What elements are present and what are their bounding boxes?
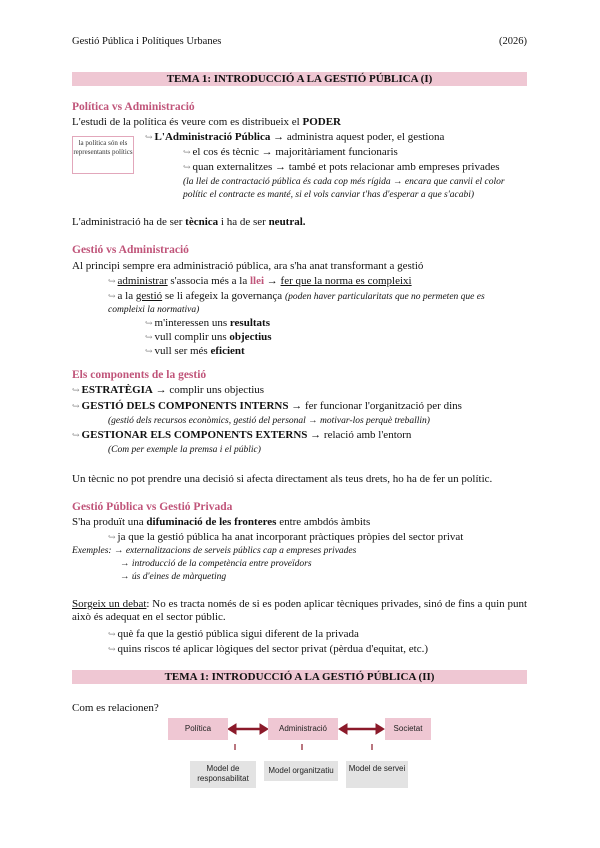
sec4-ex3: → ús d'eines de màrqueting (120, 572, 227, 582)
box-societat: Societat (385, 718, 431, 740)
sec4-p1: ↪ ja que la gestió pública ha anat incorporant pràctiques pròpies del sector privat (108, 531, 464, 543)
arrow-icon: ↪ (145, 346, 153, 356)
box-model-servei: Model de servei (346, 761, 408, 788)
sec4-debate: Sorgeix un debat: No es tracta només de si es poden aplicar tècniques privades, sinó de fins a quin punt això és adequat en el sector públic. (72, 598, 528, 623)
sec1-intro: L'estudi de la política és veure com es distribueix el PODER (72, 116, 341, 128)
sec1-line1: ↪ L'Administració Pública → administra aquest poder, el gestiona (145, 131, 445, 143)
arrow-icon: ↪ (108, 644, 116, 654)
arrow-icon: ↪ (72, 430, 80, 440)
sec3-close: Un tècnic no pot prendre una decisió si afecta directament als teus drets, ho ha de fer un polític. (72, 473, 493, 485)
arrow-icon: ↪ (108, 291, 116, 301)
arrowhead-left (228, 724, 236, 734)
sec2-b-cont: compleixi la normativa) (108, 305, 200, 315)
box-administracio: Administració (268, 718, 338, 740)
section-title-politica: Política vs Administració (72, 101, 195, 113)
sec2-b: ↪ a la gestió se li afegeix la governança (poden haver particularitats que no permeten que es (108, 290, 485, 302)
sec3-r1: ↪ ESTRATÈGIA → complir uns objectius (72, 384, 265, 396)
arrowhead-right (260, 724, 268, 734)
sec1-line2: ↪ el cos és tècnic → majoritàriament funcionaris (183, 146, 398, 158)
arrow-icon: ↪ (108, 629, 116, 639)
sec1-line5: polític el contracte es manté, si el vols canviar t'has d'esperar a que s'acabi) (183, 190, 475, 200)
section-title-gestio: Gestió vs Administració (72, 244, 189, 256)
sec4-ex2: → introducció de la competència entre proveïdors (120, 559, 312, 569)
arrow-icon: ↪ (72, 401, 80, 411)
arrow-icon: ↪ (183, 147, 191, 157)
topic-band-1: TEMA 1: INTRODUCCIÓ A LA GESTIÓ PÚBLICA (I) (72, 72, 527, 86)
box-politica: Política (168, 718, 228, 740)
section-title-components: Els components de la gestió (72, 369, 207, 381)
margin-note: la política són els representants polítics (72, 136, 134, 174)
sec4-ex1: Exemples: → externalitzacions de serveis públics cap a empreses privades (72, 546, 357, 556)
arrow-icon: ↪ (108, 532, 116, 542)
course-title: Gestió Pública i Polítiques Urbanes (72, 36, 222, 47)
sec3-r2: ↪ GESTIÓ DELS COMPONENTS INTERNS → fer funcionar l'organització per dins (72, 400, 462, 412)
sec4-q2: ↪ quins riscos té aplicar lògiques del sector privat (pèrdua d'equitat, etc.) (108, 643, 429, 655)
sec3-r3-note: (Com per exemple la premsa i el públic) (108, 445, 261, 455)
sec2-c1: ↪ m'interessen uns resultats (145, 317, 270, 329)
arrow-icon: ↪ (145, 318, 153, 328)
arrowhead-right (376, 724, 384, 734)
box-model-organitzatiu: Model organitzatiu (264, 761, 338, 781)
arrow-icon: ↪ (183, 162, 191, 172)
sec3-r2-note: (gestió dels recursos econòmics, gestió del personal → motivar-los perquè treballin) (108, 416, 430, 426)
arrow-icon: ↪ (108, 276, 116, 286)
sec3-r3: ↪ GESTIONAR ELS COMPONENTS EXTERNS → relació amb l'entorn (72, 429, 412, 441)
course-year: (2026) (499, 36, 527, 47)
sec1-line3: ↪ quan externalitzes → també et pots relacionar amb empreses privades (183, 161, 500, 173)
section-title-publica-privada: Gestió Pública vs Gestió Privada (72, 501, 233, 513)
box-model-responsabilitat: Model de responsabilitat (190, 761, 256, 788)
sec2-intro: Al principi sempre era administració pública, ara s'ha anat transformant a gestió (72, 260, 424, 272)
topic-band-2: TEMA 1: INTRODUCCIÓ A LA GESTIÓ PÚBLICA (II) (72, 670, 527, 684)
sec1-close: L'administració ha de ser tècnica i ha de ser neutral. (72, 216, 306, 228)
sec2-c3: ↪ vull ser més eficient (145, 345, 245, 357)
arrow-icon: ↪ (72, 385, 80, 395)
arrowhead-left (339, 724, 347, 734)
sec2-c2: ↪ vull complir uns objectius (145, 331, 272, 343)
arrow-icon: ↪ (145, 132, 153, 142)
sec1-line4: (la llei de contractació pública és cada cop més rígida → encara que canvii el color (183, 177, 505, 187)
sec5-question: Com es relacionen? (72, 702, 159, 714)
arrow-icon: ↪ (145, 332, 153, 342)
sec2-a: ↪ administrar s'associa més a la llei → fer que la norma es compleixi (108, 275, 412, 287)
sec4-intro: S'ha produït una difuminació de les fronteres entre ambdós àmbits (72, 516, 371, 528)
sec4-q1: ↪ què fa que la gestió pública sigui diferent de la privada (108, 628, 359, 640)
